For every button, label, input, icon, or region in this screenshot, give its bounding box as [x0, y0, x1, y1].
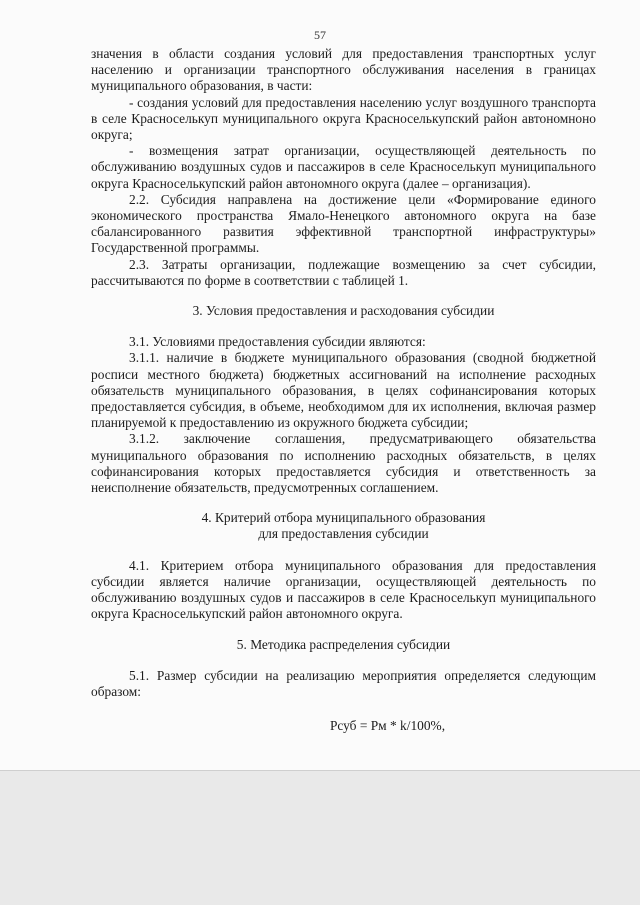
paragraph: 2.2. Субсидия направлена на достижение цели «Формирование единого экономического пространства Ямало-Ненецкого автономного округа на базе сбалансированного развития эффективной транспортной инфраструктуры» Государственной программы.: [91, 191, 596, 256]
paragraph: 4.1. Критерием отбора муниципального образования для предоставления субсидии является наличие организации, осуществляющей деятельность по обслуживанию воздушных судов и пассажиров в селе Красноселькуп муниципального округа Красноселькупский район автономного округа.: [91, 557, 596, 622]
section-heading-text: 4. Критерий отбора муниципального образования: [201, 510, 486, 526]
formula: Рсуб = Рм * k/100%,: [329, 718, 446, 734]
section-heading-4: [91, 510, 596, 542]
page-number: 57: [314, 28, 326, 42]
section-heading-5: [91, 637, 596, 653]
paragraph: 3.1.1. наличие в бюджете муниципального образования (сводной бюджетной росписи местного бюджета) бюджетных ассигнований на исполнение расходных обязательств муниципального образования, в целях софинансирования которых предоставляется субсидия, в объеме, необходимом для их исполнения, включая размер планируемой к предоставлению из окружного бюджета субсидии;: [91, 350, 596, 431]
paragraph: 3.1.2. заключение соглашения, предусматривающего обязательства муниципального образования по исполнению расходных обязательств, в целях софинансирования которых предоставляется субсидия и ответственность за неисполнение обязательств, предусмотренных соглашением.: [91, 431, 596, 496]
section-heading-text: для предоставления субсидии: [258, 526, 429, 542]
paragraph: 3.1. Условиями предоставления субсидии являются:: [129, 334, 426, 350]
section-heading-text: 3. Условия предоставления и расходования субсидии: [192, 303, 495, 319]
paragraph: 5.1. Размер субсидии на реализацию мероприятия определяется следующим образом:: [91, 667, 596, 699]
paragraph: - возмещения затрат организации, осуществляющей деятельность по обслуживанию воздушных судов и пассажиров в селе Красноселькуп муниципального округа Красноселькупский район автономного округа (далее – организация).: [91, 143, 596, 191]
paragraph: значения в области создания условий для предоставления транспортных услуг населению и организации транспортного обслуживания населения в границах муниципального образования, в части:: [91, 46, 596, 94]
section-heading-text: 5. Методика распределения субсидии: [236, 636, 451, 652]
document-body: [91, 46, 596, 734]
paragraph: 2.3. Затраты организации, подлежащие возмещению за счет субсидии, рассчитываются по форме в соответствии с таблицей 1.: [91, 256, 596, 288]
section-heading-3: [91, 303, 596, 319]
paragraph: - создания условий для предоставления населению услуг воздушного транспорта в селе Красноселькуп муниципального округа Красноселькупский район автономноно округа;: [91, 94, 596, 143]
